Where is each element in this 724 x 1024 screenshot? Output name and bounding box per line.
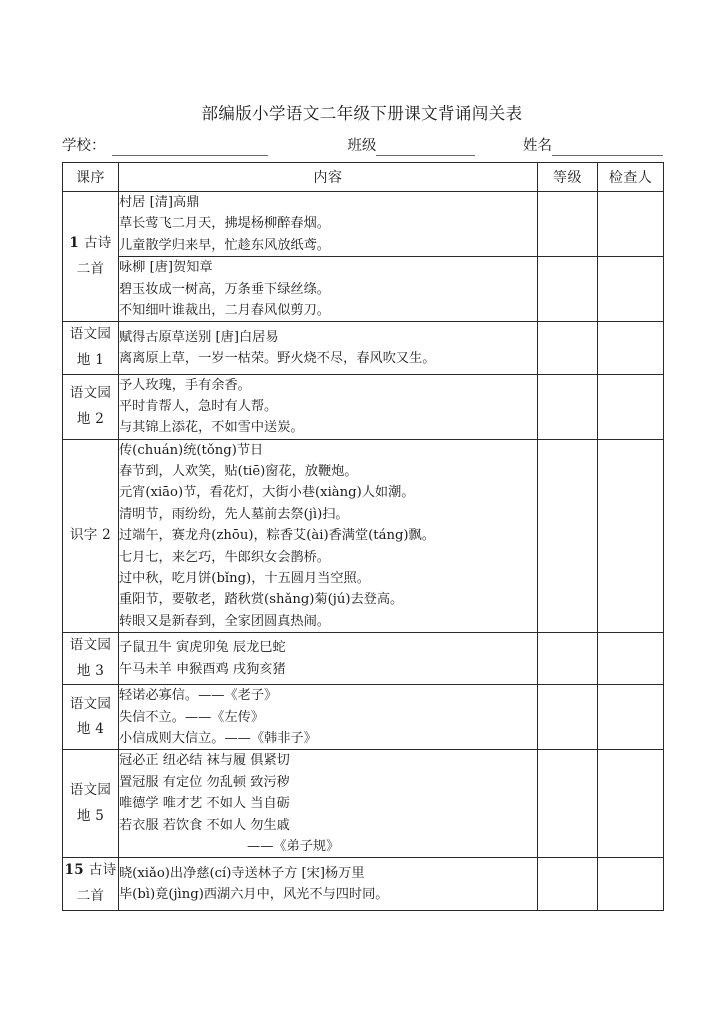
- order-line-1: 语文园: [69, 695, 112, 712]
- table-row: [63, 750, 664, 858]
- content-line: 过中秋，吃月饼(bǐng)，十五圆月当空照。: [119, 570, 370, 586]
- row-grade-cell[interactable]: [538, 750, 598, 858]
- row-order-label: [63, 633, 119, 685]
- content-line: 置冠服 有定位 勿乱顿 致污秽: [119, 774, 290, 790]
- class-label: 班级: [347, 138, 377, 154]
- row-grade-cell[interactable]: [538, 858, 598, 910]
- row-order-label: [63, 192, 119, 322]
- order-line-1: 1 古诗: [69, 234, 112, 251]
- order-line-1: 15 古诗: [64, 862, 117, 879]
- content-line: 过端午，赛龙舟(zhōu)，粽香艾(ài)香满堂(táng)飘。: [119, 528, 435, 544]
- table-row: [63, 192, 664, 257]
- class-input[interactable]: [376, 140, 475, 156]
- row-grade-cell[interactable]: [538, 439, 598, 632]
- table-row: [63, 374, 664, 439]
- order-line-1: 识字 2: [69, 527, 112, 544]
- content-line: 传(chuán)统(tǒng)节日: [119, 442, 264, 458]
- content-line: 重阳节，要敬老，踏秋赏(shǎng)菊(jú)去登高。: [119, 592, 404, 608]
- content-line: 子鼠丑牛 寅虎卯兔 辰龙巳蛇: [119, 640, 286, 656]
- row-checker-cell[interactable]: [598, 257, 664, 322]
- table-row: [63, 439, 664, 632]
- school-label: 学校：: [62, 138, 106, 154]
- order-line-1: 语文园: [69, 782, 112, 799]
- page-title: 部编版小学语文二年级下册课文背诵闯关表: [201, 104, 523, 123]
- row-content: [119, 374, 538, 439]
- order-line-2: 地 4: [76, 721, 105, 738]
- content-line: 不知细叶谁裁出，二月春风似剪刀。: [119, 302, 330, 318]
- table-row: [63, 858, 664, 910]
- order-line-2: 地 1: [76, 351, 105, 368]
- row-content: [119, 439, 538, 632]
- row-grade-cell[interactable]: [538, 374, 598, 439]
- row-order-label: [63, 858, 119, 910]
- order-line-1: 语文园: [69, 384, 112, 401]
- name-label: 姓名: [523, 138, 553, 154]
- order-line-2: 二首: [76, 887, 105, 904]
- table-row: [63, 322, 664, 374]
- column-header-checker: 检查人: [598, 163, 664, 192]
- row-order-label: [63, 439, 119, 632]
- row-checker-cell[interactable]: [598, 192, 664, 257]
- content-line: 平时肯帮人，急时有人帮。: [119, 398, 278, 414]
- name-input[interactable]: [552, 140, 663, 156]
- row-content: [119, 685, 538, 750]
- table-row: [63, 633, 664, 685]
- content-line: 与其锦上添花，不如雪中送炭。: [119, 420, 304, 436]
- order-line-2: 地 3: [76, 662, 105, 679]
- row-content: [119, 257, 538, 322]
- content-line: 儿童散学归来早，忙趁东风放纸鸢。: [119, 237, 330, 253]
- row-order-label: [63, 374, 119, 439]
- content-line: 轻诺必寡信。——《老子》: [119, 688, 278, 704]
- order-number: 15: [64, 862, 89, 879]
- row-order-label: [63, 322, 119, 374]
- row-checker-cell[interactable]: [598, 322, 664, 374]
- content-line: 若衣服 若饮食 不如人 勿生戚: [119, 817, 290, 833]
- row-grade-cell[interactable]: [538, 192, 598, 257]
- row-order-label: [63, 750, 119, 858]
- content-line: 离离原上草，一岁一枯荣。野火烧不尽，春风吹又生。: [119, 350, 436, 366]
- order-number: 1: [69, 234, 85, 251]
- row-grade-cell[interactable]: [538, 633, 598, 685]
- row-content: [119, 750, 538, 858]
- order-line-1: 语文园: [69, 326, 112, 343]
- content-line: 赋得古原草送别 [唐]白居易: [119, 329, 279, 345]
- row-content: [119, 192, 538, 257]
- row-checker-cell[interactable]: [598, 439, 664, 632]
- content-line: 草长莺飞二月天，拂堤杨柳醉春烟。: [119, 216, 330, 232]
- row-checker-cell[interactable]: [598, 685, 664, 750]
- row-content: [119, 322, 538, 374]
- content-line: 午马未羊 申猴酉鸡 戌狗亥猪: [119, 661, 286, 677]
- content-line: 唯德学 唯才艺 不如人 当自砺: [119, 796, 290, 812]
- row-checker-cell[interactable]: [598, 633, 664, 685]
- form-header: [62, 132, 663, 156]
- school-input[interactable]: [112, 140, 269, 156]
- content-line: 冠必正 纽必结 袜与履 俱紧切: [119, 753, 290, 769]
- content-line: 转眼又是新春到，全家团圆真热闹。: [119, 613, 330, 629]
- row-grade-cell[interactable]: [538, 322, 598, 374]
- content-line: 七月七，来乞巧，牛郎织女会鹊桥。: [119, 549, 330, 565]
- row-checker-cell[interactable]: [598, 858, 664, 910]
- content-line: 失信不立。——《左传》: [119, 709, 265, 725]
- row-content: [119, 633, 538, 685]
- order-line-2: 二首: [76, 260, 105, 277]
- column-header-grade: 等级: [538, 163, 598, 192]
- content-line: 春节到，人欢笑，贴(tiē)窗花，放鞭炮。: [119, 464, 358, 480]
- table-header-row: [63, 163, 664, 192]
- column-header-content: 内容: [119, 163, 538, 192]
- row-grade-cell[interactable]: [538, 257, 598, 322]
- row-checker-cell[interactable]: [598, 374, 664, 439]
- order-line-2: 地 5: [76, 807, 105, 824]
- content-line: 晓(xiǎo)出净慈(cí)寺送林子方 [宋]杨万里: [119, 865, 365, 881]
- content-line: 元宵(xiāo)节，看花灯，大街小巷(xiàng)人如潮。: [119, 485, 415, 501]
- row-checker-cell[interactable]: [598, 750, 664, 858]
- order-line-2: 地 2: [76, 410, 105, 427]
- content-line: 碧玉妆成一树高，万条垂下绿丝绦。: [119, 281, 330, 297]
- table-row: [63, 257, 664, 322]
- row-content: [119, 858, 538, 910]
- order-line-1: 语文园: [69, 637, 112, 654]
- row-order-label: [63, 685, 119, 750]
- content-line: 予人玫瑰，手有余香。: [119, 377, 251, 393]
- content-line: 清明节，雨纷纷，先人墓前去祭(jì)扫。: [119, 506, 349, 522]
- column-header-order: 课序: [63, 163, 119, 192]
- content-line: 小信成则大信立。——《韩非子》: [119, 731, 317, 747]
- content-line: 毕(bì)竟(jìng)西湖六月中，风光不与四时同。: [119, 886, 389, 902]
- content-line: ——《弟子规》: [247, 838, 340, 854]
- content-line: 村居 [清]高鼎: [119, 195, 200, 210]
- row-grade-cell[interactable]: [538, 685, 598, 750]
- table-row: [63, 685, 664, 750]
- content-line: 咏柳 [唐]贺知章: [119, 260, 213, 276]
- recitation-table: [62, 162, 664, 911]
